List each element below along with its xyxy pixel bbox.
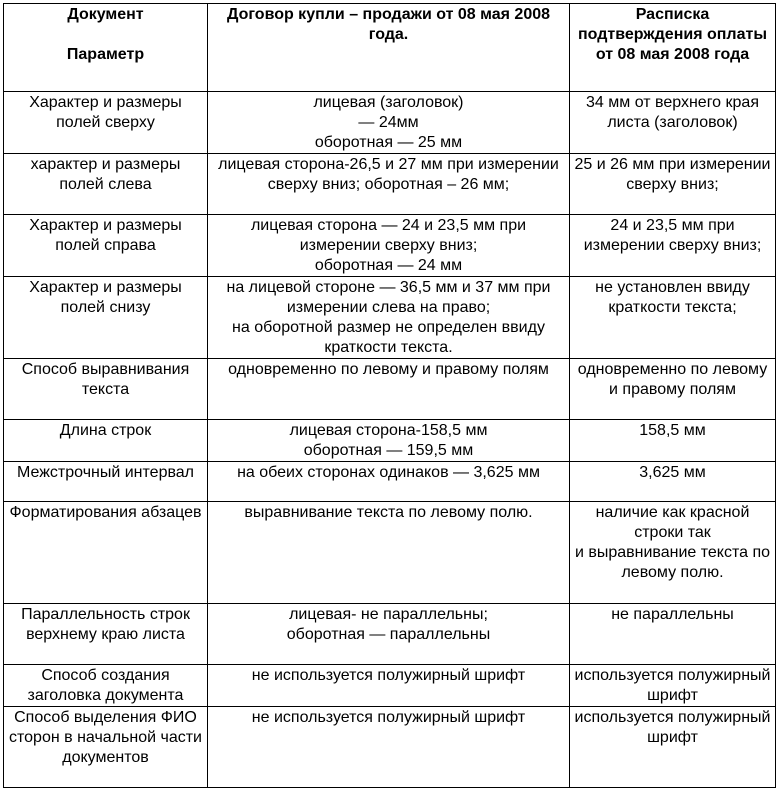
header-contract: Договор купли – продажи от 08 мая 2008 года.	[208, 4, 570, 92]
table-row	[4, 277, 776, 359]
receipt-cell: одновременно по левому и правому полям	[570, 359, 776, 420]
param-cell: Способ создания заголовка документа	[4, 665, 208, 707]
contract-cell: на обеих сторонах одинаков — 3,625 мм	[208, 462, 570, 502]
param-cell: Характер и размеры полей сверху	[4, 92, 208, 154]
receipt-cell: наличие как красной строки так и выравнивание текста по левому полю.	[570, 502, 776, 604]
param-cell: Характер и размеры полей снизу	[4, 277, 208, 359]
receipt-cell: 158,5 мм	[570, 420, 776, 462]
table-row	[4, 604, 776, 665]
table-row	[4, 215, 776, 277]
table-row	[4, 707, 776, 788]
receipt-cell: 25 и 26 мм при измерении сверху вниз;	[570, 154, 776, 215]
receipt-cell: используется полужирный шрифт	[570, 707, 776, 788]
contract-cell: не используется полужирный шрифт	[208, 707, 570, 788]
param-cell: Форматирования абзацев	[4, 502, 208, 604]
contract-cell: лицевая (заголовок) — 24мм оборотная — 25 мм	[208, 92, 570, 154]
comparison-table	[3, 3, 776, 788]
table-row	[4, 92, 776, 154]
param-cell: Способ выравнивания текста	[4, 359, 208, 420]
table-row	[4, 502, 776, 604]
table-row	[4, 154, 776, 215]
header-receipt: Расписка подтверждения оплаты от 08 мая 2008 года	[570, 4, 776, 92]
contract-cell: лицевая сторона-158,5 мм оборотная — 159,5 мм	[208, 420, 570, 462]
contract-cell: на лицевой стороне — 36,5 мм и 37 мм при измерении слева на право; на оборотной размер не определен ввиду краткости текста.	[208, 277, 570, 359]
contract-cell: не используется полужирный шрифт	[208, 665, 570, 707]
receipt-cell: не параллельны	[570, 604, 776, 665]
param-cell: Способ выделения ФИО сторон в начальной части документов	[4, 707, 208, 788]
param-cell: характер и размеры полей слева	[4, 154, 208, 215]
receipt-cell: используется полужирный шрифт	[570, 665, 776, 707]
param-cell: Межстрочный интервал	[4, 462, 208, 502]
table-row	[4, 359, 776, 420]
receipt-cell: не установлен ввиду краткости текста;	[570, 277, 776, 359]
param-cell: Длина строк	[4, 420, 208, 462]
receipt-cell: 3,625 мм	[570, 462, 776, 502]
table-row	[4, 462, 776, 502]
table-header-row	[4, 4, 776, 92]
contract-cell: лицевая- не параллельны; оборотная — параллельны	[208, 604, 570, 665]
receipt-cell: 24 и 23,5 мм при измерении сверху вниз;	[570, 215, 776, 277]
contract-cell: выравнивание текста по левому полю.	[208, 502, 570, 604]
param-cell: Характер и размеры полей справа	[4, 215, 208, 277]
param-cell: Параллельность строк верхнему краю листа	[4, 604, 208, 665]
table-row	[4, 665, 776, 707]
contract-cell: лицевая сторона — 24 и 23,5 мм при измерении сверху вниз; оборотная — 24 мм	[208, 215, 570, 277]
contract-cell: одновременно по левому и правому полям	[208, 359, 570, 420]
contract-cell: лицевая сторона-26,5 и 27 мм при измерении сверху вниз; оборотная – 26 мм;	[208, 154, 570, 215]
header-parameter: Документ Параметр	[4, 4, 208, 92]
table-row	[4, 420, 776, 462]
receipt-cell: 34 мм от верхнего края листа (заголовок)	[570, 92, 776, 154]
